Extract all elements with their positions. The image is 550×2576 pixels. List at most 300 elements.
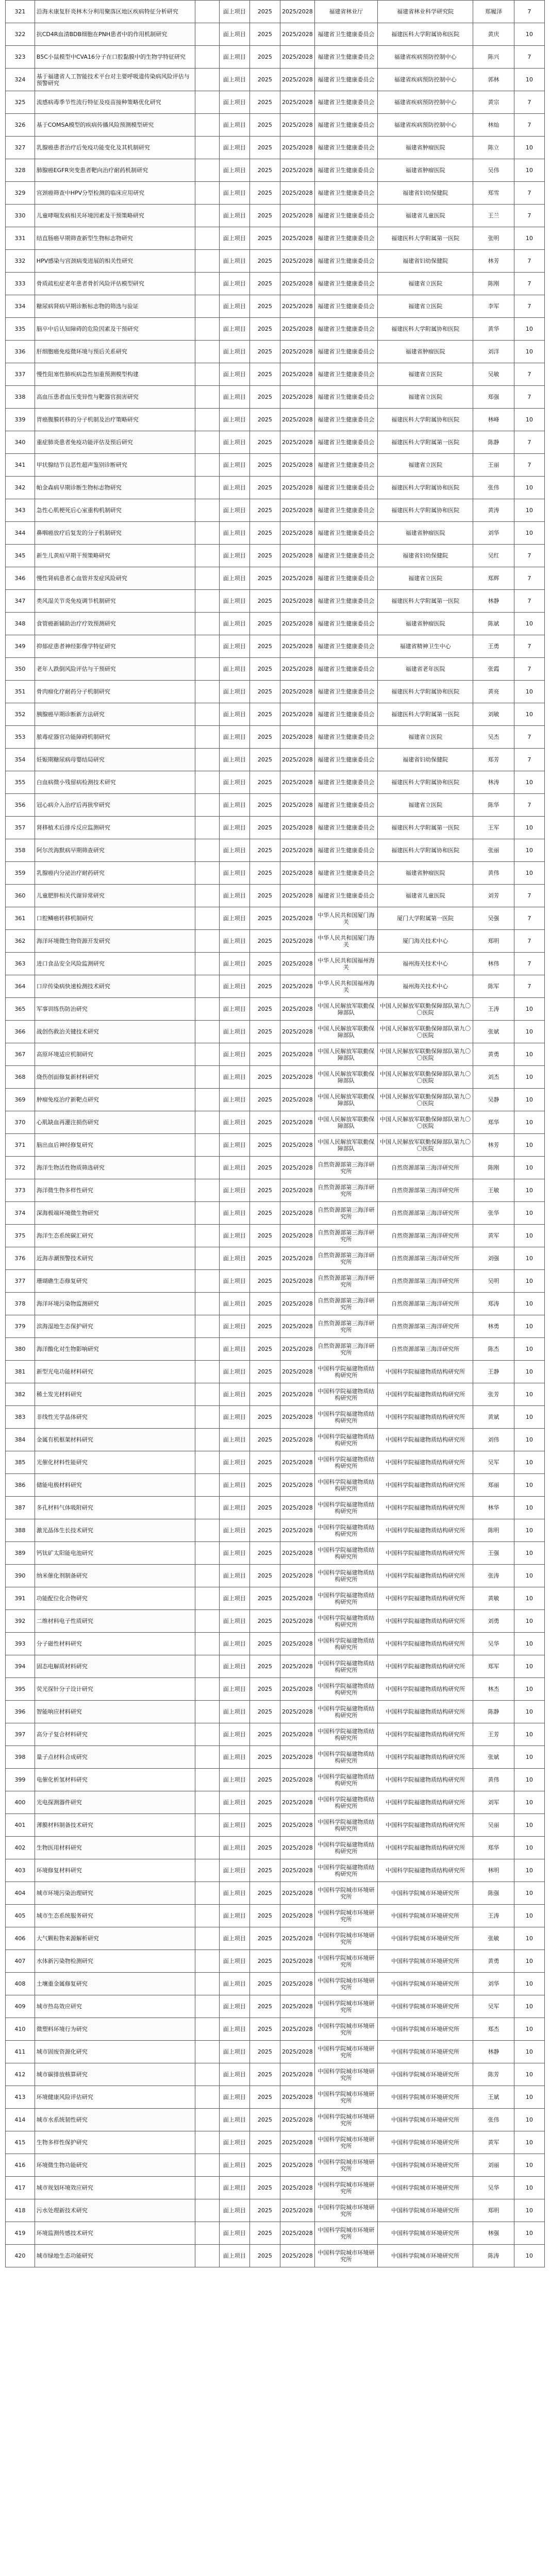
row-index: 397 [6,1723,35,1746]
project-category: 面上项目 [219,1406,249,1429]
blank-cell [195,1655,219,1678]
row-index: 383 [6,1406,35,1429]
applicant-organization: 福建省妇幼保健院 [378,182,473,205]
project-category: 面上项目 [219,635,249,658]
project-period: 2025/2028 [280,907,315,930]
project-category: 面上项目 [219,1429,249,1451]
funding-amount: 10 [514,2018,544,2041]
project-category: 面上项目 [219,2177,249,2199]
project-title: 新生儿黄疸早期干预策略研究 [35,545,195,567]
project-title: 微塑料环境行为研究 [35,2018,195,2041]
funding-amount: 10 [514,499,544,522]
project-leader: 张斌 [473,1746,514,1769]
project-year: 2025 [249,930,280,953]
table-row [6,1565,545,1587]
applicant-organization: 中国科学院城市环境研究所 [378,2222,473,2245]
funding-amount: 10 [514,341,544,363]
project-year: 2025 [249,1497,280,1519]
project-category: 面上项目 [219,205,249,227]
applicant-organization: 中国科学院福建物质结构研究所 [378,1474,473,1497]
project-leader: 王军 [473,817,514,839]
project-year: 2025 [249,2245,280,2267]
project-year: 2025 [249,703,280,726]
row-index: 411 [6,2041,35,2063]
applicant-organization: 中国科学院福建物质结构研究所 [378,1723,473,1746]
table-row [6,1678,545,1701]
table-row [6,794,545,817]
project-category: 面上项目 [219,1293,249,1315]
project-category: 面上项目 [219,998,249,1021]
project-category: 面上项目 [219,1905,249,1927]
funding-amount: 7 [514,91,544,114]
competent-department: 福建省卫生健康委员会 [314,567,377,590]
row-index: 380 [6,1338,35,1361]
funding-amount: 10 [514,1066,544,1089]
row-index: 386 [6,1474,35,1497]
project-leader: 郑明 [473,930,514,953]
competent-department: 福建省卫生健康委员会 [314,46,377,69]
project-title: 阿尔茨海默病早期筛查研究 [35,839,195,862]
project-title: 城市水系统韧性研究 [35,2109,195,2131]
funding-amount: 10 [514,1293,544,1315]
row-index: 408 [6,1973,35,1995]
row-index: 374 [6,1202,35,1225]
project-leader: 林静 [473,2041,514,2063]
applicant-organization: 福建省立医院 [378,363,473,386]
project-year: 2025 [249,1882,280,1905]
competent-department: 中国科学院城市环境研究所 [314,2063,377,2086]
funding-amount: 10 [514,1361,544,1383]
project-leader: 王涛 [473,1905,514,1927]
table-row [6,1837,545,1859]
row-index: 373 [6,1179,35,1202]
applicant-organization: 中国科学院城市环境研究所 [378,2041,473,2063]
project-title: HPV感染与宫颈病变进展的相关性研究 [35,250,195,273]
blank-cell [195,681,219,703]
row-index: 369 [6,1089,35,1111]
row-index: 370 [6,1111,35,1134]
row-index: 389 [6,1542,35,1565]
project-year: 2025 [249,341,280,363]
competent-department: 中国科学院城市环境研究所 [314,2199,377,2222]
funding-amount: 10 [514,1315,544,1338]
project-title: 沿海未康复肝炎林木分利用聚落区地区疾病特征分析研究 [35,1,195,23]
project-leader: 黄勇 [473,1043,514,1066]
applicant-organization: 厦门海关技术中心 [378,930,473,953]
applicant-organization: 中国人民解放军联勤保障部队第九〇〇医院 [378,1089,473,1111]
project-category: 面上项目 [219,771,249,794]
table-row [6,1157,545,1179]
project-year: 2025 [249,2063,280,2086]
project-year: 2025 [249,499,280,522]
project-leader: 林峰 [473,409,514,431]
project-year: 2025 [249,794,280,817]
project-category: 面上项目 [219,681,249,703]
project-leader: 黄斌 [473,1406,514,1429]
applicant-organization: 福建省妇幼保健院 [378,749,473,771]
table-row [6,1497,545,1519]
project-category: 面上项目 [219,409,249,431]
table-row [6,1791,545,1814]
competent-department: 福建省卫生健康委员会 [314,794,377,817]
project-period: 2025/2028 [280,1202,315,1225]
table-row [6,681,545,703]
funding-amount: 10 [514,862,544,885]
project-year: 2025 [249,2086,280,2109]
project-title: 环境监测传感技术研究 [35,2222,195,2245]
blank-cell [195,1542,219,1565]
applicant-organization: 自然资源部第三海洋研究所 [378,1202,473,1225]
project-title: 战创伤救治关键技术研究 [35,1021,195,1043]
competent-department: 福建省卫生健康委员会 [314,635,377,658]
project-leader: 郑涛 [473,1293,514,1315]
row-index: 416 [6,2154,35,2177]
competent-department: 福建省卫生健康委员会 [314,386,377,409]
project-category: 面上项目 [219,1859,249,1882]
table-row [6,1406,545,1429]
project-period: 2025/2028 [280,1111,315,1134]
applicant-organization: 中国科学院福建物质结构研究所 [378,1655,473,1678]
blank-cell [195,1837,219,1859]
project-leader: 郑华 [473,1837,514,1859]
applicant-organization: 中国科学院城市环境研究所 [378,1905,473,1927]
blank-cell [195,1769,219,1791]
project-category: 面上项目 [219,1791,249,1814]
project-period: 2025/2028 [280,1293,315,1315]
row-index: 415 [6,2131,35,2154]
project-year: 2025 [249,386,280,409]
applicant-organization: 福建省疾病预防控制中心 [378,46,473,69]
table-row [6,2245,545,2267]
row-index: 396 [6,1701,35,1723]
applicant-organization: 自然资源部第三海洋研究所 [378,1179,473,1202]
table-row [6,1429,545,1451]
funding-amount: 10 [514,613,544,635]
blank-cell [195,46,219,69]
row-index: 375 [6,1225,35,1247]
competent-department: 中国科学院福建物质结构研究所 [314,1406,377,1429]
project-title: 儿童肥胖相关代谢异常研究 [35,885,195,907]
funding-amount: 10 [514,1678,544,1701]
applicant-organization: 福建医科大学附属协和医院 [378,23,473,46]
row-index: 323 [6,46,35,69]
project-year: 2025 [249,205,280,227]
row-index: 392 [6,1610,35,1633]
row-index: 359 [6,862,35,885]
project-category: 面上项目 [219,1315,249,1338]
project-category: 面上项目 [219,1043,249,1066]
competent-department: 福建省卫生健康委员会 [314,499,377,522]
project-period: 2025/2028 [280,273,315,295]
project-title: 流感病毒季节性流行特征及疫苗接种策略优化研究 [35,91,195,114]
blank-cell [195,1814,219,1837]
project-year: 2025 [249,998,280,1021]
project-leader: 郑芳 [473,749,514,771]
project-category: 面上项目 [219,1678,249,1701]
project-title: 环境修复材料研究 [35,1859,195,1882]
project-category: 面上项目 [219,590,249,613]
table-row [6,2199,545,2222]
project-period: 2025/2028 [280,1361,315,1383]
project-leader: 刘丽 [473,2154,514,2177]
blank-cell [195,749,219,771]
project-leader: 刘华 [473,1973,514,1995]
project-year: 2025 [249,1383,280,1406]
table-row [6,1293,545,1315]
competent-department: 中国人民解放军联勤保障部队 [314,998,377,1021]
project-period: 2025/2028 [280,1383,315,1406]
project-year: 2025 [249,1111,280,1134]
applicant-organization: 自然资源部第三海洋研究所 [378,1247,473,1270]
row-index: 377 [6,1270,35,1293]
blank-cell [195,1882,219,1905]
project-period: 2025/2028 [280,363,315,386]
project-category: 面上项目 [219,862,249,885]
row-index: 404 [6,1882,35,1905]
table-row [6,839,545,862]
blank-cell [195,1202,219,1225]
funding-amount: 10 [514,1451,544,1474]
competent-department: 中华人民共和国福州海关 [314,975,377,998]
project-title: 高分子复合材料研究 [35,1723,195,1746]
blank-cell [195,2222,219,2245]
project-title: 储能电极材料研究 [35,1474,195,1497]
blank-cell [195,703,219,726]
project-category: 面上项目 [219,1202,249,1225]
project-period: 2025/2028 [280,477,315,499]
project-year: 2025 [249,907,280,930]
blank-cell [195,726,219,749]
project-year: 2025 [249,1746,280,1769]
blank-cell [195,1111,219,1134]
row-index: 405 [6,1905,35,1927]
competent-department: 中国科学院城市环境研究所 [314,2041,377,2063]
project-period: 2025/2028 [280,975,315,998]
project-year: 2025 [249,1089,280,1111]
blank-cell [195,658,219,681]
project-period: 2025/2028 [280,499,315,522]
project-leader: 张霞 [473,658,514,681]
table-row [6,1950,545,1973]
row-index: 352 [6,703,35,726]
funding-amount: 10 [514,1021,544,1043]
applicant-organization: 福州海关技术中心 [378,975,473,998]
row-index: 410 [6,2018,35,2041]
funding-amount: 10 [514,817,544,839]
table-row [6,1905,545,1927]
project-period: 2025/2028 [280,431,315,454]
project-category: 面上项目 [219,69,249,91]
project-category: 面上项目 [219,1111,249,1134]
project-year: 2025 [249,46,280,69]
project-year: 2025 [249,613,280,635]
project-leader: 黄军 [473,2131,514,2154]
project-title: 乳腺癌内分泌治疗耐药研究 [35,862,195,885]
project-year: 2025 [249,567,280,590]
applicant-organization: 福建医科大学附属协和医院 [378,477,473,499]
project-title: 生物医用材料研究 [35,1837,195,1859]
funding-amount: 7 [514,749,544,771]
project-leader: 郑杰 [473,2018,514,2041]
project-leader: 王勇 [473,635,514,658]
project-category: 面上项目 [219,907,249,930]
blank-cell [195,1950,219,1973]
row-index: 382 [6,1383,35,1406]
project-title: 儿童哮喘发病相关环境因素及干预策略研究 [35,205,195,227]
row-index: 325 [6,91,35,114]
project-leader: 黄伟 [473,862,514,885]
project-leader: 陈涛 [473,2245,514,2267]
table-row [6,1270,545,1293]
competent-department: 中国科学院福建物质结构研究所 [314,1837,377,1859]
project-title: 深海极端环境微生物研究 [35,1202,195,1225]
project-period: 2025/2028 [280,862,315,885]
project-year: 2025 [249,1837,280,1859]
project-year: 2025 [249,658,280,681]
project-year: 2025 [249,431,280,454]
funding-amount: 10 [514,1701,544,1723]
project-leader: 林明 [473,1859,514,1882]
project-title: 骨肉瘤化疗耐药分子机制研究 [35,681,195,703]
competent-department: 中国科学院城市环境研究所 [314,2177,377,2199]
competent-department: 福建省卫生健康委员会 [314,363,377,386]
row-index: 335 [6,318,35,341]
project-year: 2025 [249,1202,280,1225]
applicant-organization: 自然资源部第三海洋研究所 [378,1338,473,1361]
project-year: 2025 [249,885,280,907]
project-category: 面上项目 [219,2154,249,2177]
project-title: 纳米催化剂制备研究 [35,1565,195,1587]
project-year: 2025 [249,69,280,91]
project-title: 多孔材料气体吸附研究 [35,1497,195,1519]
project-period: 2025/2028 [280,1,315,23]
project-leader: 刘强 [473,1247,514,1270]
blank-cell [195,953,219,975]
applicant-organization: 中国人民解放军联勤保障部队第九〇〇医院 [378,998,473,1021]
funding-amount: 10 [514,2041,544,2063]
blank-cell [195,227,219,250]
funding-amount: 7 [514,567,544,590]
applicant-organization: 中国科学院城市环境研究所 [378,2063,473,2086]
competent-department: 中国人民解放军联勤保障部队 [314,1134,377,1157]
project-period: 2025/2028 [280,2131,315,2154]
project-year: 2025 [249,2199,280,2222]
project-leader: 张丽 [473,839,514,862]
project-period: 2025/2028 [280,1247,315,1270]
project-year: 2025 [249,1270,280,1293]
project-year: 2025 [249,159,280,182]
project-category: 面上项目 [219,46,249,69]
project-leader: 郑履泽 [473,1,514,23]
project-leader: 吴静 [473,1089,514,1111]
row-index: 341 [6,454,35,477]
project-period: 2025/2028 [280,839,315,862]
competent-department: 中国科学院城市环境研究所 [314,2245,377,2267]
project-period: 2025/2028 [280,1021,315,1043]
applicant-organization: 福建医科大学附属协和医院 [378,499,473,522]
project-title: 妊娠期糖尿病母婴结局研究 [35,749,195,771]
competent-department: 福建省卫生健康委员会 [314,862,377,885]
project-leader: 陈刚 [473,273,514,295]
table-row [6,1021,545,1043]
applicant-organization: 中国科学院福建物质结构研究所 [378,1542,473,1565]
project-leader: 王丽 [473,454,514,477]
applicant-organization: 福建省肿瘤医院 [378,137,473,159]
project-title: 近海赤潮预警技术研究 [35,1247,195,1270]
blank-cell [195,1270,219,1293]
funding-amount: 10 [514,2245,544,2267]
row-index: 354 [6,749,35,771]
project-title: 重症肺炎患者免疫功能评估及预后研究 [35,431,195,454]
competent-department: 福建省卫生健康委员会 [314,590,377,613]
funding-amount: 10 [514,1882,544,1905]
table-row [6,250,545,273]
project-period: 2025/2028 [280,1315,315,1338]
applicant-organization: 中国科学院福建物质结构研究所 [378,1565,473,1587]
applicant-organization: 自然资源部第三海洋研究所 [378,1315,473,1338]
table-row [6,1066,545,1089]
blank-cell [195,1383,219,1406]
table-row [6,1225,545,1247]
project-leader: 林勇 [473,1315,514,1338]
funding-amount: 10 [514,318,544,341]
applicant-organization: 中国科学院城市环境研究所 [378,2245,473,2267]
table-row [6,817,545,839]
funding-amount: 7 [514,1,544,23]
project-year: 2025 [249,1678,280,1701]
project-period: 2025/2028 [280,635,315,658]
project-leader: 林伟 [473,953,514,975]
funding-amount: 7 [514,46,544,69]
project-title: 口岸传染病快速检测技术研究 [35,975,195,998]
blank-cell [195,1973,219,1995]
project-year: 2025 [249,1814,280,1837]
row-index: 362 [6,930,35,953]
row-index: 334 [6,295,35,318]
blank-cell [195,2109,219,2131]
project-leader: 陈立 [473,137,514,159]
project-category: 面上项目 [219,23,249,46]
funding-amount: 10 [514,23,544,46]
table-row [6,1383,545,1406]
project-title: 海洋生物活性物质筛选研究 [35,1157,195,1179]
table-row [6,885,545,907]
applicant-organization: 中国人民解放军联勤保障部队第九〇〇医院 [378,1043,473,1066]
competent-department: 福建省卫生健康委员会 [314,771,377,794]
project-period: 2025/2028 [280,250,315,273]
competent-department: 自然资源部第三海洋研究所 [314,1157,377,1179]
project-leader: 陈杰 [473,1338,514,1361]
blank-cell [195,1179,219,1202]
project-year: 2025 [249,1134,280,1157]
table-row [6,1089,545,1111]
funding-amount: 10 [514,2177,544,2199]
applicant-organization: 中国科学院福建物质结构研究所 [378,1519,473,1542]
blank-cell [195,635,219,658]
project-year: 2025 [249,1043,280,1066]
table-row [6,862,545,885]
project-leader: 林涛 [473,771,514,794]
project-year: 2025 [249,2222,280,2245]
applicant-organization: 中国科学院城市环境研究所 [378,2154,473,2177]
blank-cell [195,998,219,1021]
table-row [6,477,545,499]
project-period: 2025/2028 [280,2177,315,2199]
row-index: 420 [6,2245,35,2267]
row-index: 345 [6,545,35,567]
applicant-organization: 中国科学院福建物质结构研究所 [378,1791,473,1814]
row-index: 353 [6,726,35,749]
